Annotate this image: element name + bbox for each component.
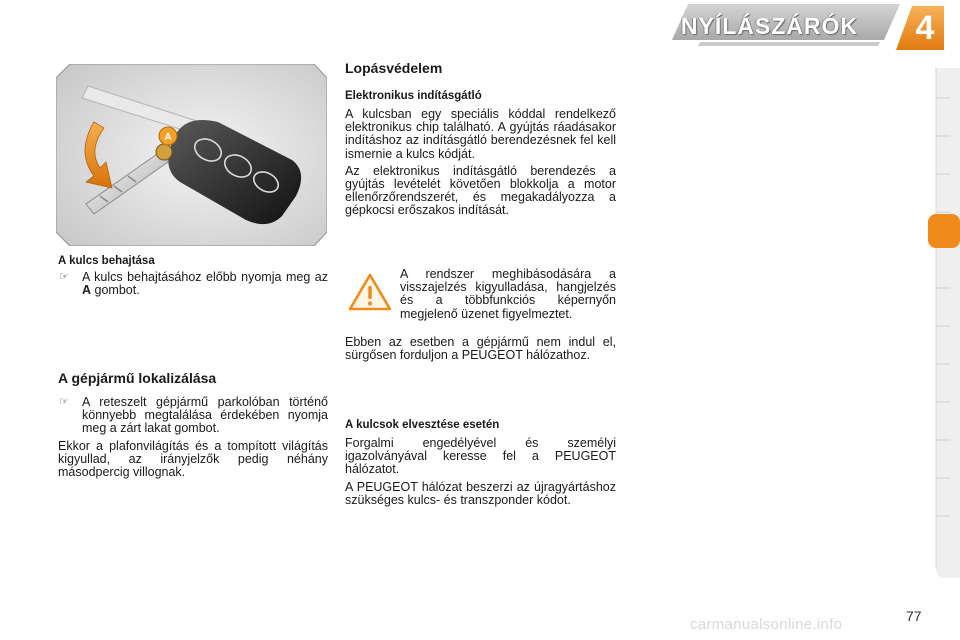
key-fold-instruction: A kulcs behajtásához előbb nyomja meg az A gombot. [82, 270, 328, 298]
vehicle-locate-instruction: A reteszelt gépjármű parkolóban történő könnyebb megtalálása érdekében nyomja meg a zárt lakat gombot. [82, 395, 328, 436]
chapter-title: NYÍLÁSZÁRÓK [680, 13, 858, 39]
lost-keys-section [345, 418, 616, 507]
vehicle-locate-section [58, 370, 328, 479]
watermark: carmanualsonline.info [690, 616, 843, 633]
key-fold-heading: A kulcs behajtása [58, 255, 155, 267]
active-chapter-tab [928, 214, 960, 248]
anti-theft-title: Lopásvédelem [345, 60, 443, 76]
warning-text: A rendszer meghibásodására a visszajelzés kigyulladása, hangjelzés és a többfunkciós képernyőn megjelenő üzenet figyelmeztet. [400, 267, 616, 321]
key-fob-illustration [56, 64, 327, 246]
immobiliser-paragraph-1: A kulcsban egy speciális kóddal rendelkező elektronikus chip található. A gyújtás ráadásakor indításhoz az indításgátló berendezésnek fel kell ismernie a kulcs kódját. [345, 107, 616, 161]
vehicle-locate-bullet [58, 396, 328, 436]
vehicle-locate-heading: A gépjármű lokalizálása [58, 370, 217, 386]
pointing-hand-icon: ☞ [59, 396, 69, 408]
immobiliser-paragraph-2: Az elektronikus indításgátló berendezés a gyújtás levételét követően blokkolja a motor ellenőrzőrendszerét, és megakadályozza a gépkocsi erőszakos indítását. [345, 163, 616, 218]
chapter-tab-strip [928, 68, 960, 578]
pointing-hand-icon: ☞ [59, 271, 69, 283]
page-number: 77 [906, 608, 922, 624]
key-fold-bullet [58, 271, 328, 297]
fold-button-label: A [164, 132, 172, 143]
lost-keys-paragraph-2: A PEUGEOT hálózat beszerzi az újragyártáshoz szükséges kulcs- és transzponder kódot. [345, 479, 616, 507]
lost-keys-heading: A kulcsok elvesztése esetén [345, 419, 500, 431]
key-fold-section [58, 254, 328, 297]
warning-follow-text: Ebben az esetben a gépjármű nem indul el, sürgősen forduljon a PEUGEOT hálózathoz. [345, 335, 616, 363]
warning-follow-block [345, 336, 616, 362]
warning-triangle-icon [348, 272, 392, 312]
immobiliser-heading: Elektronikus indításgátló [345, 90, 482, 102]
vehicle-locate-paragraph: Ekkor a plafonvilágítás és a tompított világítás kigyullad, az irányjelzők pedig néhány másodpercig villognak. [58, 438, 328, 480]
button-a-label: A [82, 283, 92, 298]
anti-theft-section [345, 60, 616, 218]
chapter-number: 4 [915, 9, 935, 47]
warning-text-block [400, 268, 616, 321]
lost-keys-paragraph-1: Forgalmi engedélyével és személyi igazolványával keresse fel a PEUGEOT hálózatot. [345, 436, 616, 477]
